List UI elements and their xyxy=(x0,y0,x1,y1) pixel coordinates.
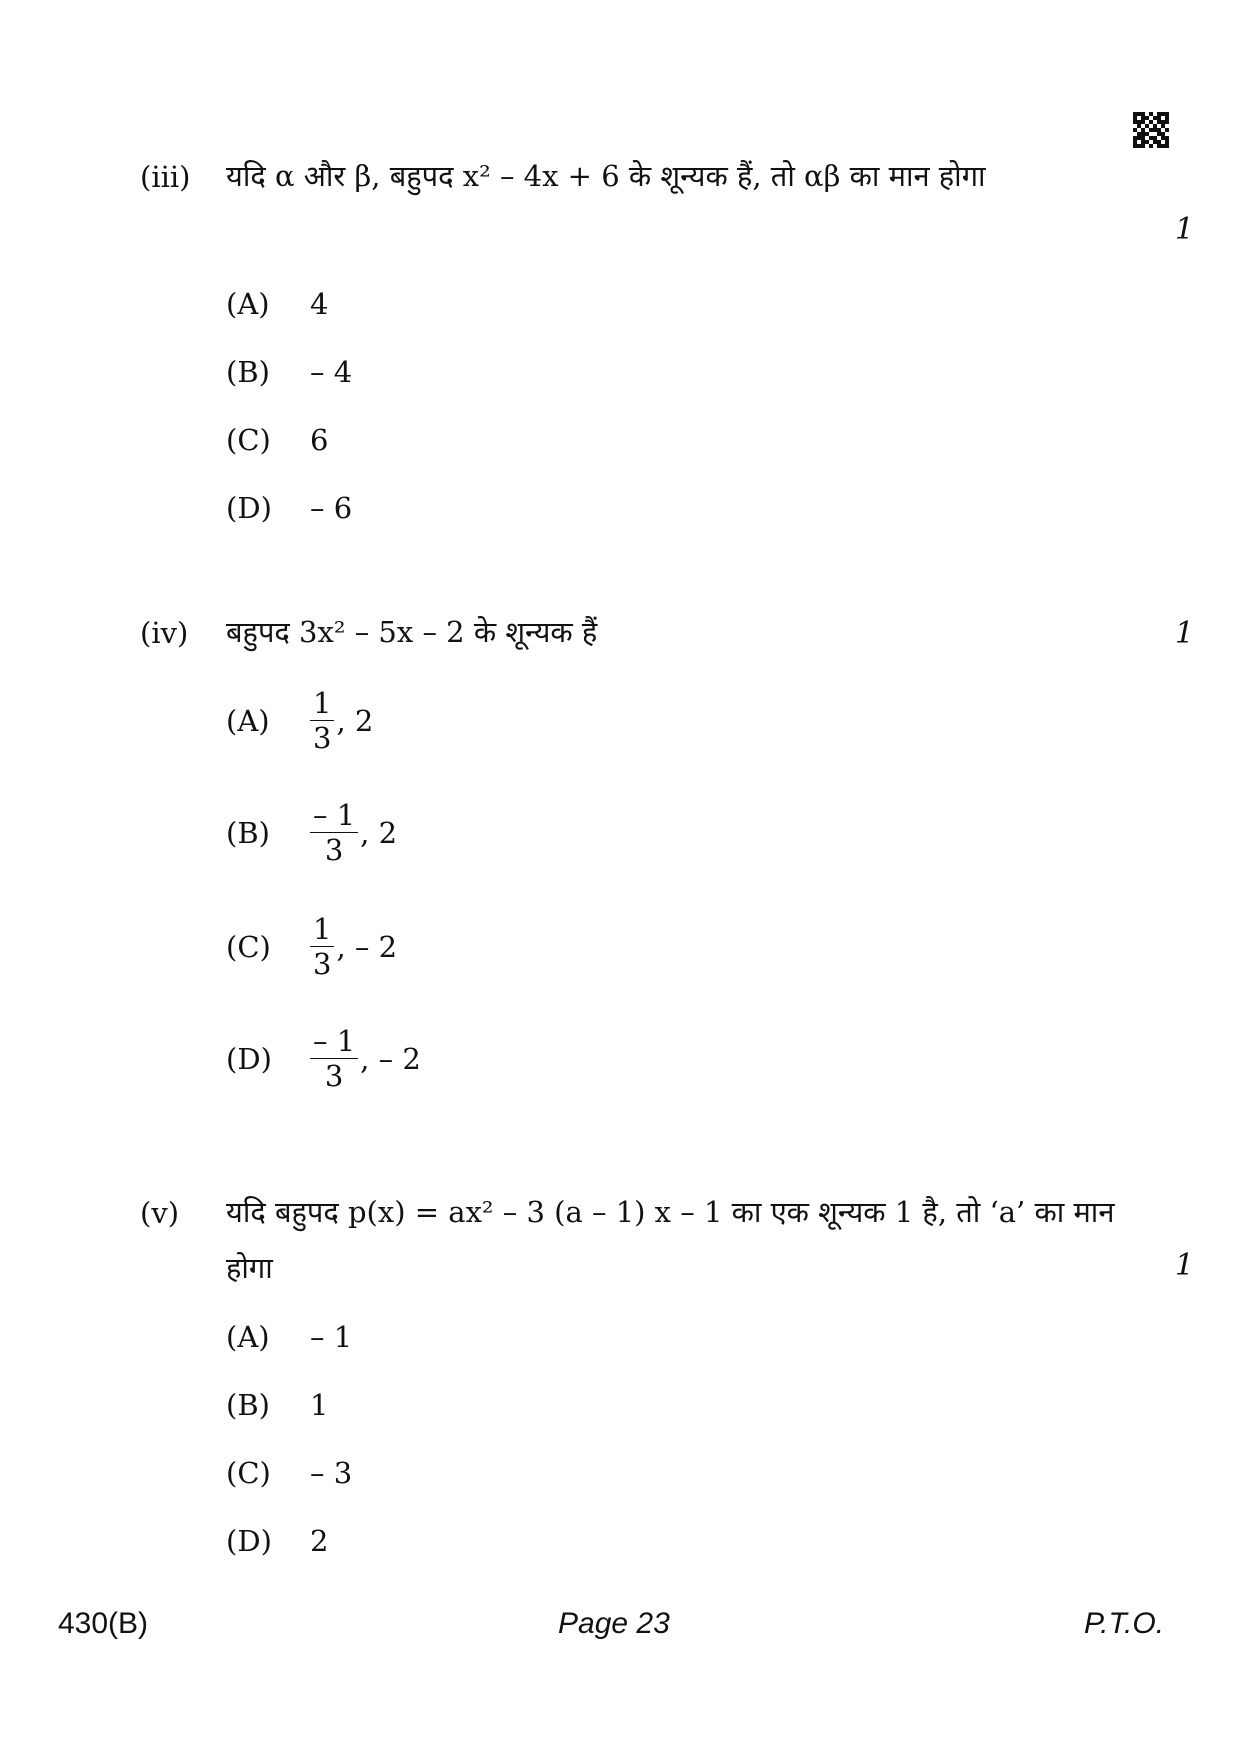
paper-code: 430(B) xyxy=(58,1607,149,1640)
option-value: – 4 xyxy=(310,355,353,389)
option-value: 2 xyxy=(310,1524,329,1558)
option-a[interactable] xyxy=(226,287,328,321)
option-value: 1 xyxy=(310,1388,329,1422)
fraction xyxy=(310,914,334,980)
question-text: यदि α और β, बहुपद x² – 4x + 6 के शून्यक हैं, तो αβ का मान होगा xyxy=(226,159,986,193)
option-value: 6 xyxy=(310,423,329,457)
option-b[interactable] xyxy=(226,800,397,866)
option-a[interactable] xyxy=(226,688,373,754)
option-value: – 3 xyxy=(310,1456,353,1490)
option-label: (A) xyxy=(226,1320,270,1354)
option-d[interactable] xyxy=(226,1524,328,1558)
question-marks: 1 xyxy=(1174,1248,1194,1283)
page-number: Page 23 xyxy=(558,1607,670,1640)
question-number: (v) xyxy=(140,1196,180,1230)
question-marks: 1 xyxy=(1174,616,1194,651)
option-label: (D) xyxy=(226,491,272,525)
qr-code-icon xyxy=(1133,112,1169,148)
fraction xyxy=(310,688,334,754)
fraction-denominator: 3 xyxy=(313,947,332,982)
option-b[interactable] xyxy=(226,1388,328,1422)
option-label: (D) xyxy=(226,1524,272,1558)
fraction-denominator: 3 xyxy=(313,721,332,756)
option-rest: , 2 xyxy=(360,815,398,850)
option-label: (A) xyxy=(226,703,270,738)
option-b[interactable] xyxy=(226,355,352,389)
fraction-denominator: 3 xyxy=(324,833,344,868)
option-label: (B) xyxy=(226,815,270,850)
option-label: (C) xyxy=(226,929,271,964)
fraction-numerator: – 1 xyxy=(310,1026,358,1059)
fraction xyxy=(310,800,358,866)
option-label: (D) xyxy=(226,1041,272,1076)
option-c[interactable] xyxy=(226,423,328,457)
option-label: (B) xyxy=(226,1388,270,1422)
option-label: (C) xyxy=(226,1456,271,1490)
option-value: – 6 xyxy=(310,491,353,525)
option-d[interactable] xyxy=(226,1026,421,1092)
option-a[interactable] xyxy=(226,1320,352,1354)
option-label: (C) xyxy=(226,423,271,457)
option-c[interactable] xyxy=(226,914,397,980)
option-label: (B) xyxy=(226,355,270,389)
question-marks: 1 xyxy=(1174,212,1194,247)
option-label: (A) xyxy=(226,287,270,321)
option-d[interactable] xyxy=(226,491,352,525)
option-rest: , – 2 xyxy=(360,1041,421,1076)
question-text: यदि बहुपद p(x) = ax² – 3 (a – 1) x – 1 का एक शून्यक 1 है, तो ‘a’ का मान होगा xyxy=(226,1195,1115,1285)
question-number: (iii) xyxy=(140,160,191,194)
option-c[interactable] xyxy=(226,1456,352,1490)
fraction-numerator: 1 xyxy=(310,688,334,721)
option-rest: , – 2 xyxy=(336,929,398,964)
option-rest: , 2 xyxy=(336,703,374,738)
option-value: 4 xyxy=(310,287,329,321)
fraction-numerator: – 1 xyxy=(310,800,358,833)
fraction xyxy=(310,1026,358,1092)
question-text: बहुपद 3x² – 5x – 2 के शून्यक हैं xyxy=(226,615,598,649)
fraction-numerator: 1 xyxy=(310,914,334,947)
fraction-denominator: 3 xyxy=(324,1059,344,1094)
option-value: – 1 xyxy=(310,1320,353,1354)
pto-label: P.T.O. xyxy=(1084,1607,1165,1640)
question-number: (iv) xyxy=(140,616,189,650)
